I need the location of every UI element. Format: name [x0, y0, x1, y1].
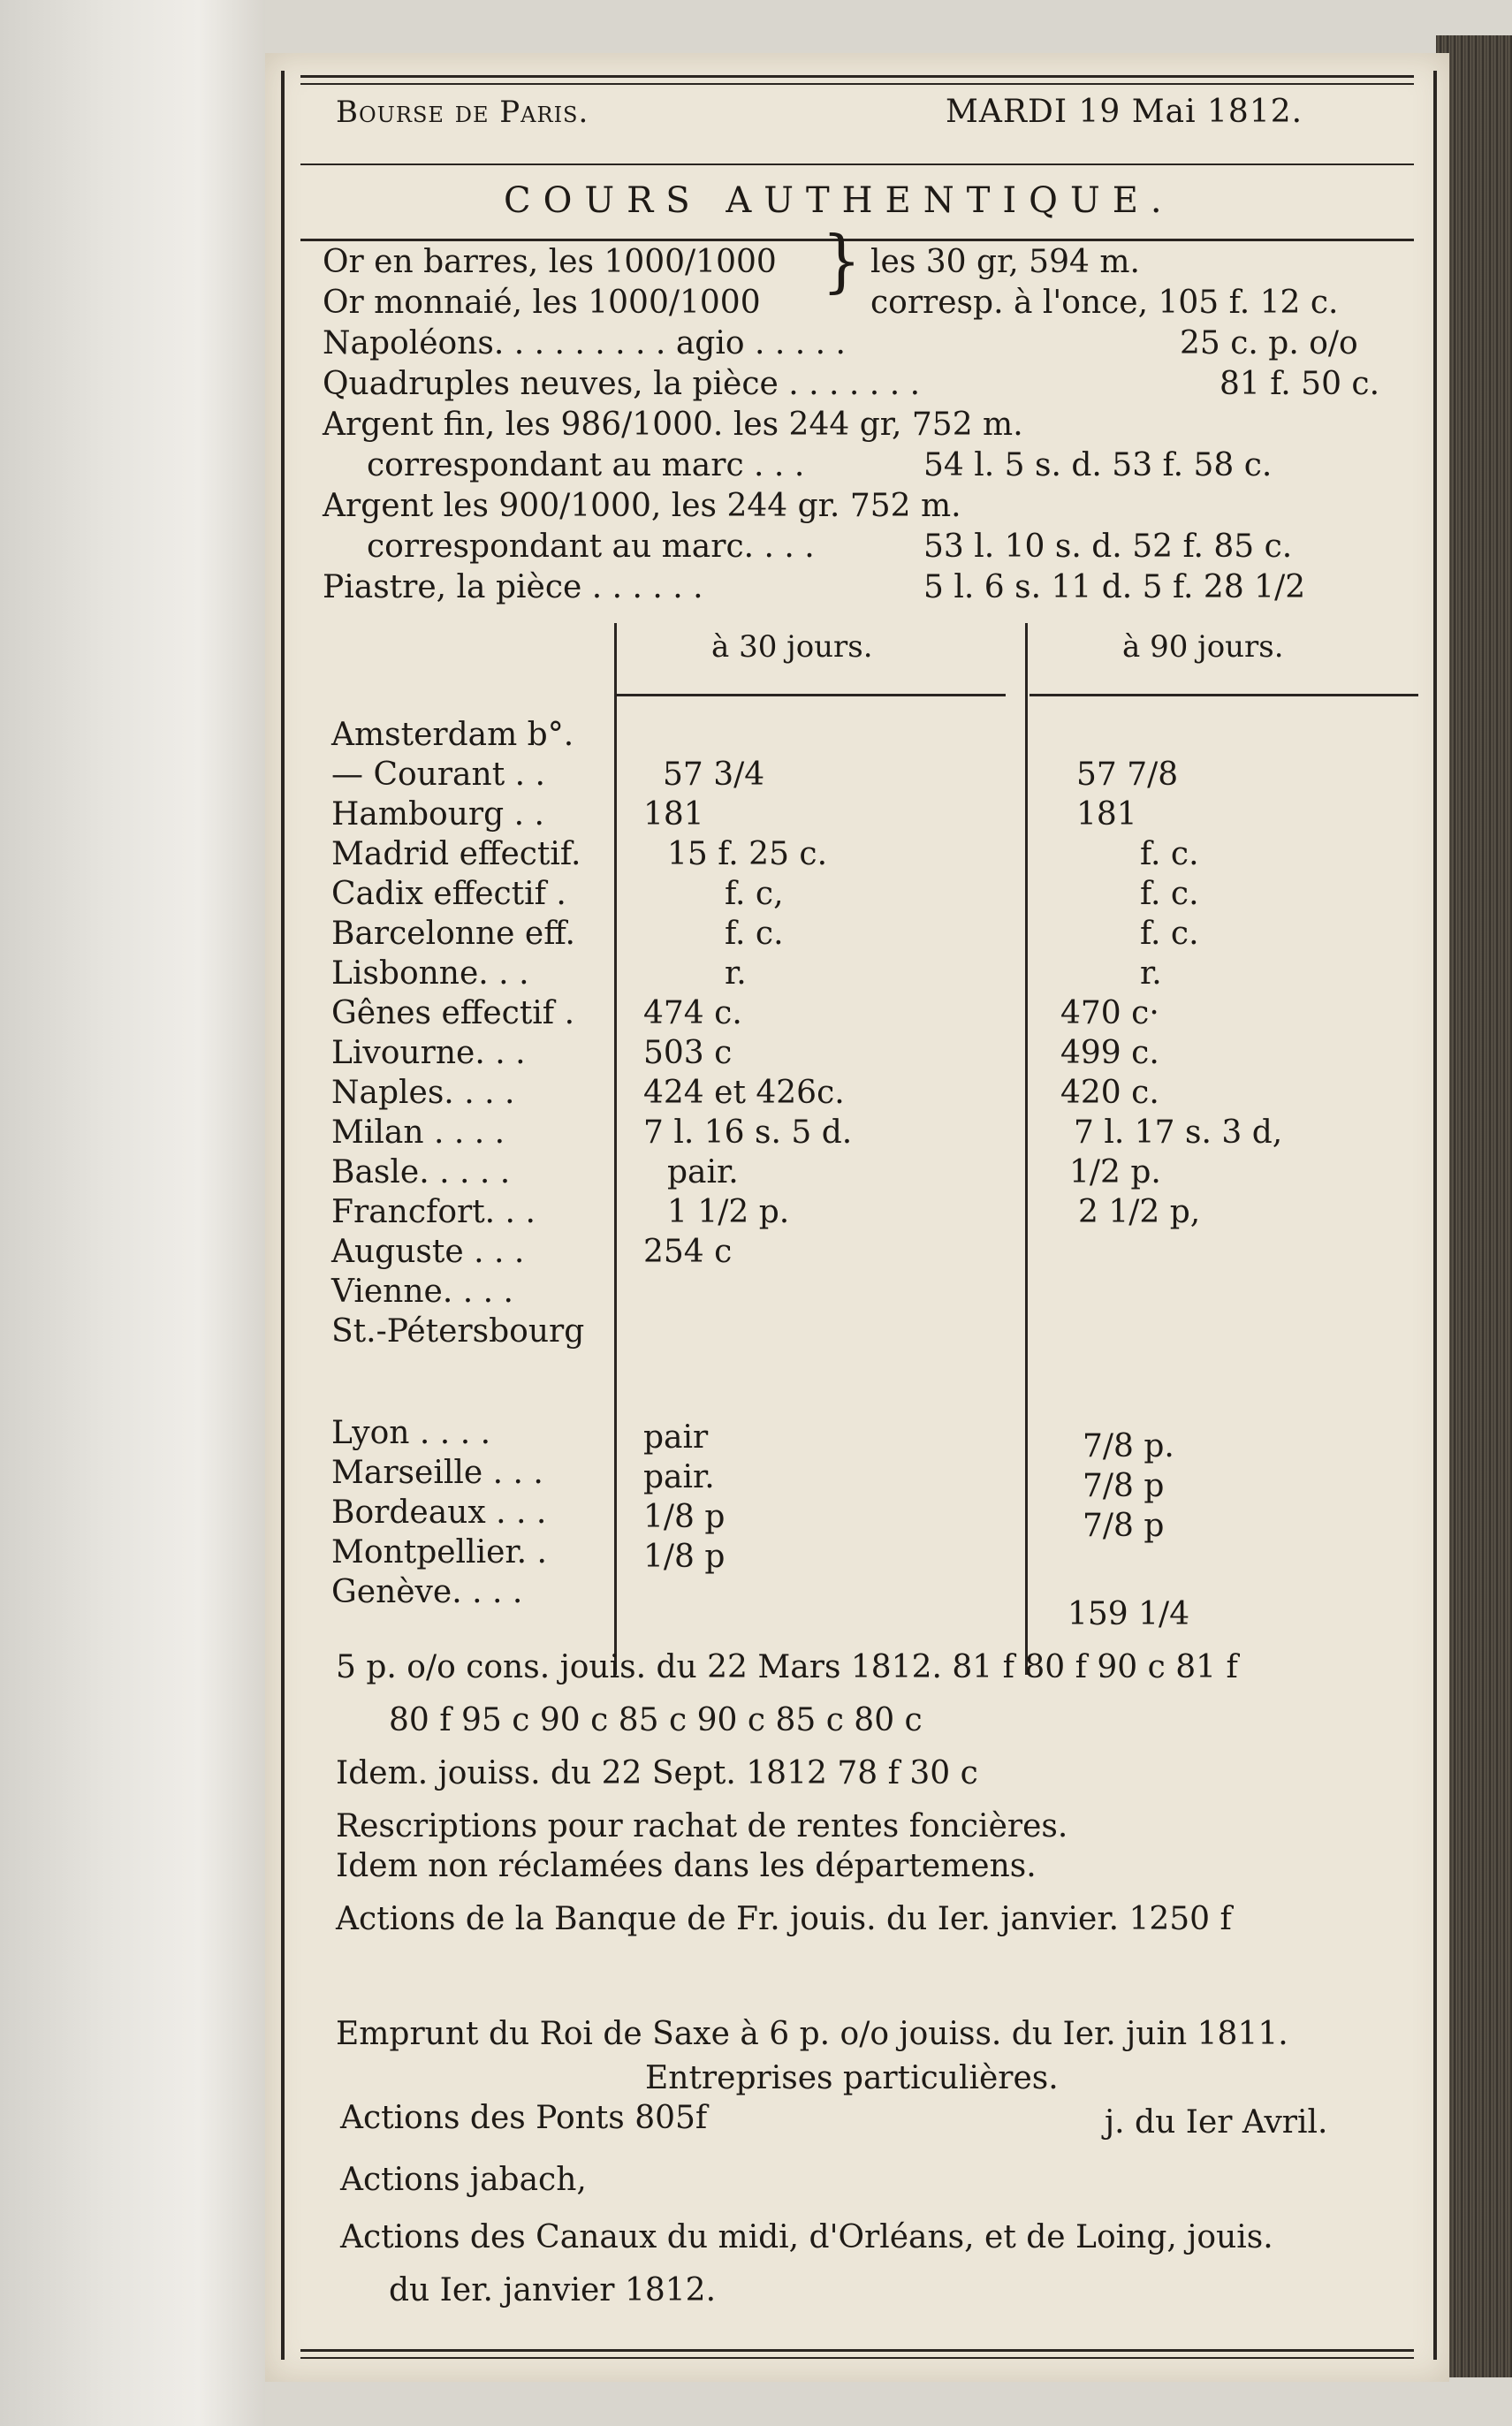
metal-row-7-label: Argent les 900/1000, les 244 gr. 752 m.	[323, 488, 961, 524]
table-row-30: pair.	[643, 1459, 715, 1495]
page-title: COURS AUTHENTIQUE.	[504, 180, 1174, 221]
metal-row-6-label: correspondant au marc . . .	[367, 447, 805, 483]
bottom-rule	[300, 2349, 1414, 2359]
metal-row-9-label: Piastre, la pièce . . . . . .	[323, 569, 703, 605]
metal-row-8-value: 53 l. 10 s. d. 52 f. 85 c.	[923, 529, 1293, 565]
canaux-line-1: Actions des Canaux du midi, d'Orléans, et de Loing, jouis.	[340, 2219, 1273, 2255]
table-row-90: 57 7/8	[1076, 757, 1179, 793]
bulletin-page	[265, 53, 1449, 2382]
table-row-place: Vienne. . . .	[331, 1274, 513, 1310]
table-row-30: 7 l. 16 s. 5 d.	[643, 1114, 853, 1151]
metal-row-3-value: 25 c. p. o/o	[1180, 325, 1358, 361]
table-row-30: 254 c	[643, 1234, 733, 1270]
table-row-30: 15 f. 25 c.	[667, 836, 828, 872]
table-row-30: 1/8 p	[643, 1539, 726, 1575]
table-divider-right	[1025, 623, 1028, 1675]
banque-line: Actions de la Banque de Fr. jouis. du Ier. janvier. 1250 f	[336, 1901, 1232, 1937]
table-row-30: 57 3/4	[663, 757, 765, 793]
header-left: Bourse de Paris.	[336, 95, 589, 130]
table-row-90: 1/2 p.	[1069, 1154, 1161, 1190]
table-row-90: 7/8 p	[1083, 1508, 1165, 1544]
table-row-place: Madrid effectif.	[331, 836, 581, 872]
top-rule	[300, 75, 1414, 85]
table-divider-left	[614, 623, 617, 1675]
table-row-90: 499 c.	[1060, 1035, 1159, 1071]
table-row-30: r.	[725, 955, 747, 992]
ponts-line: Actions des Ponts 805f	[340, 2100, 708, 2136]
table-row-30: 503 c	[643, 1035, 733, 1071]
table-row-90: r.	[1140, 955, 1162, 992]
col-head-90: à 90 jours.	[1122, 629, 1284, 665]
table-row-90: f. c.	[1140, 916, 1199, 952]
table-row-90: f. c.	[1140, 836, 1199, 872]
table-row-place: St.-Pétersbourg	[331, 1313, 585, 1350]
idem-line: Idem. jouiss. du 22 Sept. 1812 78 f 30 c	[336, 1755, 978, 1791]
col-head-30: à 30 jours.	[711, 629, 873, 665]
rescriptions-line: Rescriptions pour rachat de rentes foncières.	[336, 1808, 1068, 1844]
table-row-90: 420 c.	[1060, 1075, 1159, 1111]
table-row-place: — Courant . .	[331, 757, 545, 793]
table-row-place: Amsterdam b°.	[331, 717, 574, 753]
table-row-place: Bordeaux . . .	[331, 1494, 547, 1531]
table-row-place: Livourne. . .	[331, 1035, 526, 1071]
idem-non-line: Idem non réclamées dans les départemens.	[336, 1848, 1037, 1884]
table-row-30: 1 1/2 p.	[667, 1194, 790, 1230]
table-row-place: Lisbonne. . .	[331, 955, 529, 992]
table-row-place: Hambourg . .	[331, 796, 544, 833]
table-row-90: 159 1/4	[1068, 1596, 1190, 1632]
table-row-30: f. c.	[725, 916, 784, 952]
table-row-place: Cadix effectif .	[331, 876, 566, 912]
table-row-30: 181	[643, 796, 704, 833]
table-row-30: f. c,	[725, 876, 784, 912]
table-row-place: Lyon . . . .	[331, 1415, 491, 1451]
table-row-place: Marseille . . .	[331, 1455, 543, 1491]
table-row-place: Basle. . . . .	[331, 1154, 511, 1190]
book-gutter	[0, 0, 265, 2426]
rente-line-2: 80 f 95 c 90 c 85 c 90 c 85 c 80 c	[389, 1702, 923, 1738]
table-row-place: Francfort. . .	[331, 1194, 536, 1230]
table-row-90: 7/8 p	[1083, 1468, 1165, 1504]
table-row-90: 2 1/2 p,	[1078, 1194, 1201, 1230]
table-row-place: Auguste . . .	[331, 1234, 525, 1270]
table-row-90: 7 l. 17 s. 3 d,	[1074, 1114, 1283, 1151]
table-row-90: 470 c·	[1060, 995, 1159, 1031]
rente-line-1: 5 p. o/o cons. jouis. du 22 Mars 1812. 81 f 80 f 90 c 81 f	[336, 1649, 1238, 1685]
metal-row-5-label: Argent fin, les 986/1000. les 244 gr, 752 m.	[323, 407, 1023, 443]
table-row-place: Naples. . . .	[331, 1075, 515, 1111]
jabach-line: Actions jabach,	[340, 2162, 587, 2198]
table-row-90: 7/8 p.	[1083, 1428, 1174, 1464]
table-row-30: pair	[643, 1419, 709, 1456]
header-rule	[300, 164, 1414, 165]
metal-row-2-label: Or monnaié, les 1000/1000	[323, 285, 761, 321]
table-row-90: 181	[1076, 796, 1137, 833]
emprunt-line: Emprunt du Roi de Saxe à 6 p. o/o jouiss. du Ier. juin 1811.	[336, 2016, 1288, 2052]
brace-glyph: }	[822, 220, 862, 301]
metal-row-9-value: 5 l. 6 s. 11 d. 5 f. 28 1/2	[923, 569, 1306, 605]
table-row-30: 1/8 p	[643, 1499, 726, 1535]
table-row-place: Milan . . . .	[331, 1114, 505, 1151]
table-row-90: f. c.	[1140, 876, 1199, 912]
table-row-30: pair.	[667, 1154, 739, 1190]
metal-row-2-value: corresp. à l'once, 105 f. 12 c.	[870, 285, 1339, 321]
metal-row-4-value: 81 f. 50 c.	[1219, 366, 1380, 402]
metal-row-1-value: les 30 gr, 594 m.	[870, 244, 1140, 280]
table-row-place: Montpellier. .	[331, 1534, 547, 1570]
header-right: MARDI 19 Mai 1812.	[946, 94, 1303, 130]
table-row-place: Gênes effectif .	[331, 995, 575, 1031]
table-row-place: Genève. . . .	[331, 1574, 523, 1610]
metal-row-6-value: 54 l. 5 s. d. 53 f. 58 c.	[923, 447, 1273, 483]
col-rule-90	[1030, 694, 1418, 696]
entreprises-heading: Entreprises particulières.	[645, 2060, 1059, 2096]
col-rule-30	[617, 694, 1006, 696]
canaux-line-2: du Ier. janvier 1812.	[389, 2272, 717, 2308]
ponts-date: j. du Ier Avril.	[1105, 2104, 1328, 2141]
table-row-30: 424 et 426c.	[643, 1075, 845, 1111]
metal-row-1-label: Or en barres, les 1000/1000	[323, 244, 777, 280]
metal-row-8-label: correspondant au marc. . . .	[367, 529, 815, 565]
metal-row-4-label: Quadruples neuves, la pièce . . . . . . .	[323, 366, 921, 402]
metal-row-3-label: Napoléons. . . . . . . . . agio . . . . .	[323, 325, 846, 361]
table-row-30: 474 c.	[643, 995, 742, 1031]
table-row-place: Barcelonne eff.	[331, 916, 575, 952]
